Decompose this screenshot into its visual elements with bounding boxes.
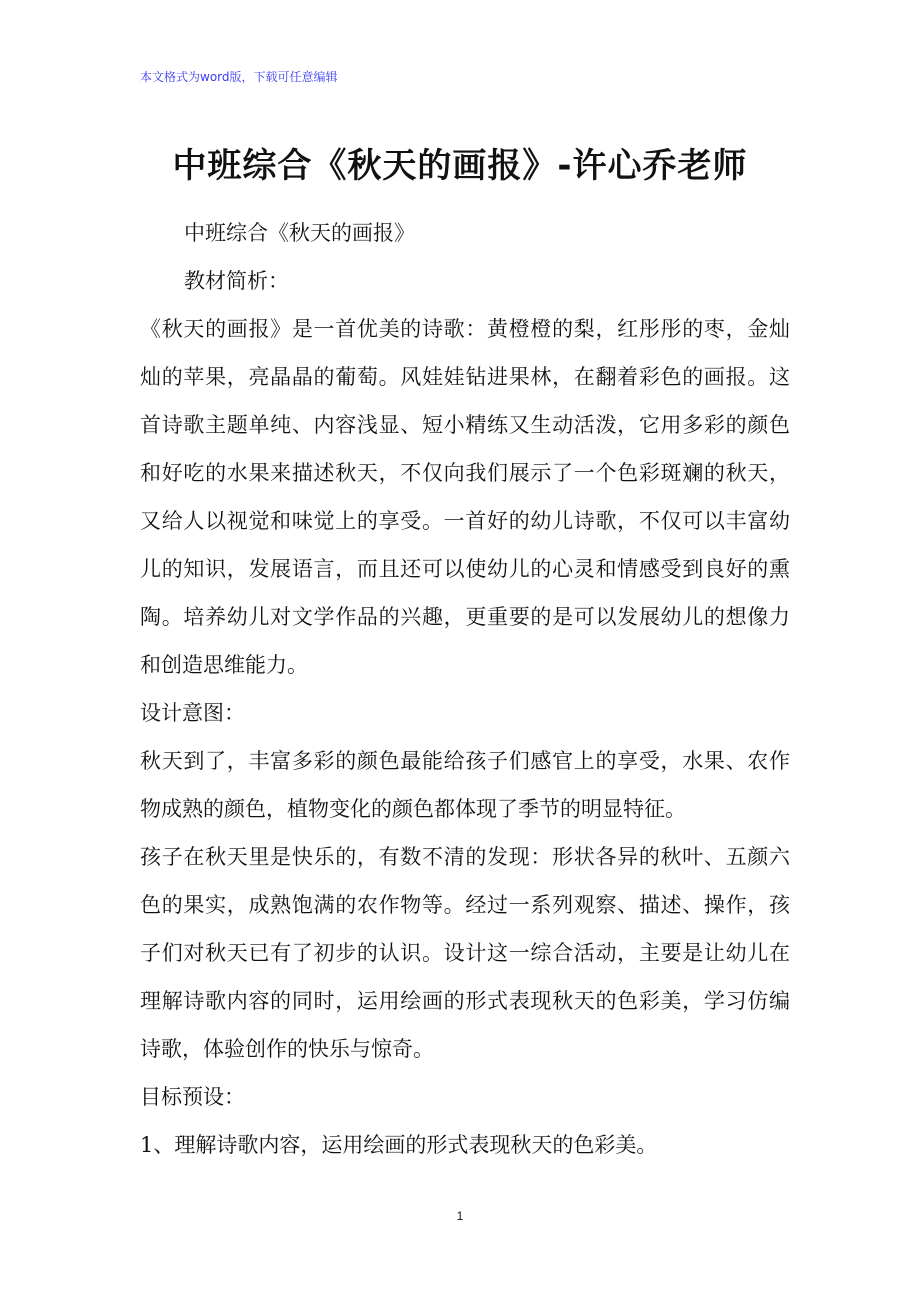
text-line: 和好吃的水果来描述秋天，不仅向我们展示了一个色彩斑斓的秋天，: [140, 461, 790, 485]
document-title: 中班综合《秋天的画报》-许心乔老师: [172, 146, 748, 186]
text-line: 诗歌，体验创作的快乐与惊奇。: [140, 1037, 434, 1061]
text-line: 孩子在秋天里是快乐的，有数不清的发现：形状各异的秋叶、五颜六: [140, 845, 790, 869]
text-line: 设计意图：: [140, 701, 245, 725]
text-line: 色的果实，成熟饱满的农作物等。经过一系列观察、描述、操作，孩: [140, 893, 790, 917]
text-line: 目标预设：: [140, 1085, 245, 1109]
text-line: 子们对秋天已有了初步的认识。设计这一综合活动，主要是让幼儿在: [140, 941, 790, 965]
download-note: 本文格式为word版，下载可任意编辑: [140, 70, 338, 84]
text-line: 儿的知识，发展语言，而且还可以使幼儿的心灵和情感受到良好的熏: [140, 557, 790, 581]
text-line: 秋天到了，丰富多彩的颜色最能给孩子们感官上的享受，水果、农作: [140, 749, 790, 773]
text-line: 教材简析：: [184, 269, 289, 293]
text-line: 1、理解诗歌内容，运用绘画的形式表现秋天的色彩美。: [140, 1133, 658, 1157]
text-line: 灿的苹果，亮晶晶的葡萄。风娃娃钻进果林，在翻着彩色的画报。这: [140, 365, 790, 389]
document-body: [140, 209, 790, 1169]
text-line: 陶。培养幼儿对文学作品的兴趣，更重要的是可以发展幼儿的想像力: [140, 605, 790, 629]
text-line: 和创造思维能力。: [140, 653, 308, 677]
text-line: 理解诗歌内容的同时，运用绘画的形式表现秋天的色彩美，学习仿编: [140, 989, 790, 1013]
text-line: 中班综合《秋天的画报》: [184, 221, 415, 245]
text-line: 《秋天的画报》是一首优美的诗歌：黄橙橙的梨，红彤彤的枣，金灿: [140, 317, 790, 341]
text-line: 又给人以视觉和味觉上的享受。一首好的幼儿诗歌，不仅可以丰富幼: [140, 509, 790, 533]
text-line: 首诗歌主题单纯、内容浅显、短小精练又生动活泼，它用多彩的颜色: [140, 413, 790, 437]
page-number: 1: [456, 1209, 464, 1223]
text-line: 物成熟的颜色，植物变化的颜色都体现了季节的明显特征。: [140, 797, 686, 821]
